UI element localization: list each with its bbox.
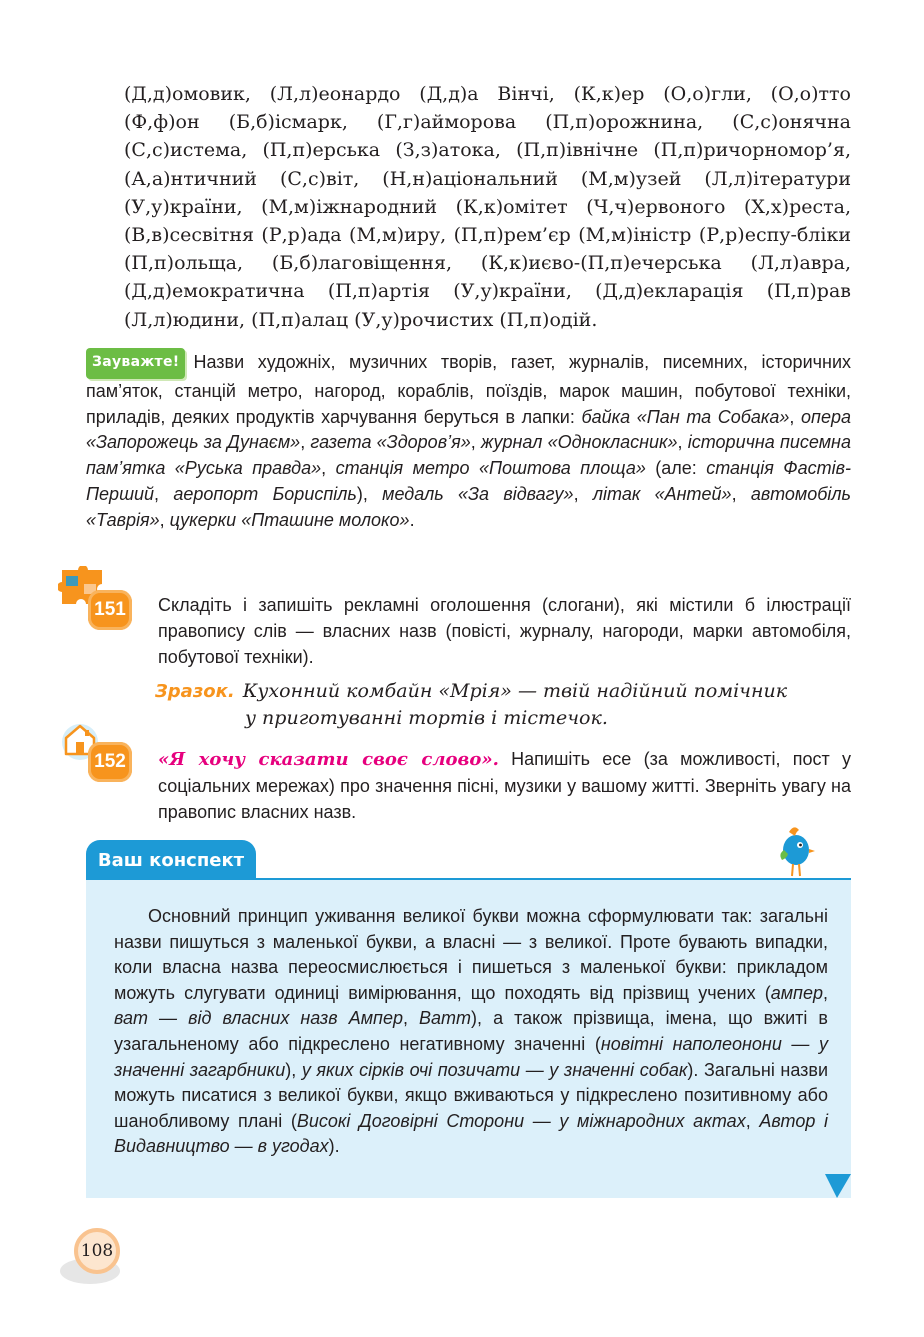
note-example: літак «Антей» (592, 483, 732, 504)
konspekt-text-part: ). Загальні назви можуть писатися з великої букви, якщо вживаються у підкреслено позитивному або шанобливому плані ( (114, 1059, 829, 1131)
note-example: газета «Здоров’я» (310, 432, 471, 453)
konspekt-tab: Ваш конспект (86, 840, 256, 880)
konspekt-text-part: Основний принцип уживання великої букви можна сформулювати так: загальні назви пишуться з маленької букви, а власні — з великої. Проте бувають випадки, коли власна назва переосмислюється і пишеться з маленької букви: прикладом можуть слугувати одиниці вимірювання, що походять від прізвищ учених ( (114, 906, 828, 1003)
sample-line-2: у приготуванні тортів і тістечок. (245, 707, 608, 729)
note-example: історична писемна пам’ятка «Руська правда» (86, 432, 851, 479)
task-152-block (158, 746, 851, 825)
konspekt-divider (86, 878, 851, 880)
corner-triangle-icon (823, 1170, 853, 1200)
note-example: станція Фастів-Перший (86, 458, 851, 504)
sample-line-1: Кухонний комбайн «Мрія» — твій надійний помічник (242, 680, 788, 702)
note-block: Зауважте! Назви художніх, музичних творів, газет, журналів, писемних, історичних пам’яток, станцій метро, нагород, кораблів, поїздів, марок машин, побутової техніки, приладів, деяких продуктів харчування беруться в лапки: байка «Пан та Собака», опера «Запорожець за Дунаєм», газета «Здоров’я», журнал «Однокласник», історична писемна пам’ятка «Руська правда», станція метро «Поштова площа» (але: станція Фастів-Перший, аеропорт Бориспіль), медаль «За відвагу», літак «Антей», автомобіль «Таврія», цукерки «Пташине молоко». (86, 348, 851, 534)
task-number-151: 151 (88, 590, 132, 630)
konspekt-italic: новітні наполеонони — у значенні загарбники (114, 1033, 829, 1080)
note-end: . (409, 509, 415, 530)
bird-icon (776, 820, 816, 878)
note-example: автомобіль «Таврія» (86, 483, 851, 530)
konspekt-text-part: , (745, 1110, 760, 1131)
task-152-title: «Я хочу сказати своє слово». (158, 749, 499, 770)
note-aside-open: (але: (655, 458, 697, 479)
page-number-badge (60, 1228, 140, 1298)
exercise-word-list: (Д,д)омовик, (Л,л)еонардо (Д,д)а Вінчі, (К,к)ер (О,о)гли, (О,о)тто (Ф,ф)он (Б,б)ісмарк, (Г,г)айморова (П,п)орожнина, (С,с)онячна (С,с)истема, (П,п)ерська (З,з)атока, (П,п)івнічне (П,п)ричорномор’я, (А,а)нтичний (С,с)віт, (Н,н)аціональний (М,м)узей (Л,л)ітератури (У,у)країни, (М,м)іжнародний (К,к)омітет (Ч,ч)ервоного (Х,х)реста, (В,в)сесвітня (Р,р)ада (М,м)иру, (П,п)рем’єр (М,м)іністр (Р,р)еспу-бліки (П,п)ольща, (Б,б)лаговіщення, (К,к)иєво-(П,п)ечерська (Л,л)авра, (Д,д)емократична (П,п)артія (У,у)країни, (Д,д)екларація (П,п)рав (Л,л)юдини, (П,п)алац (У,у)рочистих (П,п)одій. (124, 83, 851, 331)
konspekt-italic: Автор і Видавництво — в угодах (114, 1110, 828, 1157)
konspekt-text-part: ), (285, 1059, 302, 1080)
note-example: цукерки «Пташине молоко» (169, 509, 410, 530)
konspekt-text-part: ). (328, 1136, 340, 1157)
konspekt-text-part: ), а також прізвища, імена, що вжиті в узагальненому або підкреслено негативному значенні ( (114, 1008, 828, 1054)
konspekt-italic: Високі Договірні Сторони — у міжнародних актах (296, 1110, 746, 1131)
konspekt-italic: ампер (770, 982, 823, 1003)
task-151-sample (155, 678, 855, 731)
task-152-text: Напишіть есе (за можливості, пост у соціальних мережах) про значення пісні, музики у вашому житті. Зверніть увагу на правопис власних назв. (158, 749, 851, 822)
konspekt-text-part: , (402, 1008, 420, 1029)
note-example: опера «Запорожець за Дунаєм» (86, 406, 851, 453)
note-example: аеропорт Бориспіль (173, 483, 357, 504)
konspekt-italic: у яких сірків очі позичати — у значенні собак (301, 1059, 688, 1080)
note-example: станція метро «Поштова площа» (335, 458, 646, 479)
task-number-152: 152 (88, 742, 132, 782)
note-example: медаль «За відвагу» (382, 483, 574, 504)
konspekt-italic: ват — від власних назв Ампер (114, 1008, 403, 1029)
task-151-text: Складіть і запишіть рекламні оголошення (слогани), які містили б ілюстрації правопису слів — власних назв (повісті, журналу, нагороди, марки автомобіля, побутової техніки). (158, 595, 851, 667)
note-example: журнал «Однокласник» (480, 432, 678, 453)
konspekt-text-part: , (822, 982, 828, 1003)
sample-label: Зразок. (155, 681, 235, 702)
konspekt-text (114, 904, 828, 1160)
page-number: 108 (74, 1228, 120, 1274)
note-aside-close: ), (356, 483, 368, 504)
note-example: байка «Пан та Собака» (581, 406, 790, 427)
note-text: Назви художніх, музичних творів, газет, журналів, писемних, історичних пам’яток, станцій метро, нагород, кораблів, поїздів, марок машин, побутової техніки, приладів, деяких продуктів харчування беруться в лапки: (86, 352, 851, 427)
note-badge: Зауважте! (86, 348, 185, 379)
konspekt-italic: Ватт (419, 1008, 472, 1029)
